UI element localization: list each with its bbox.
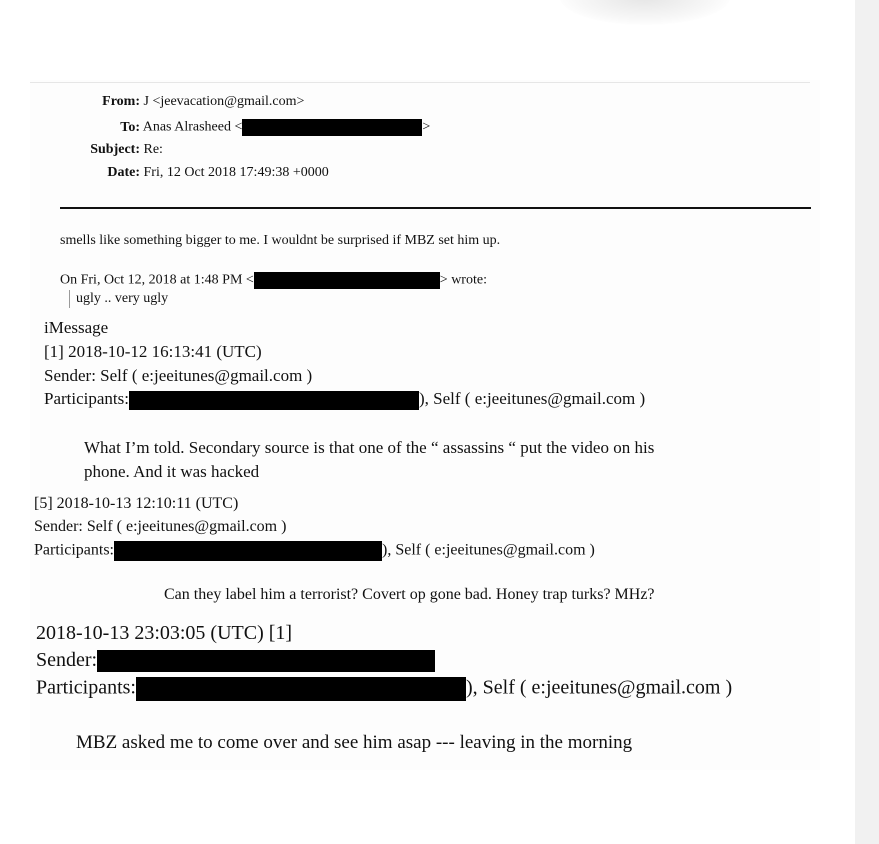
imessage-3-sender xyxy=(36,650,435,672)
reply-prefix: On Fri, Oct 12, 2018 at 1:48 PM < xyxy=(60,272,254,288)
sender-label: Sender: xyxy=(36,649,98,671)
imessage-3-text: MBZ asked me to come over and see him asap --- leaving in the morning xyxy=(76,732,633,753)
redaction-block xyxy=(97,650,435,672)
subject-value: Re: xyxy=(143,142,163,157)
imessage-2-participants xyxy=(34,541,595,561)
imessage-1-participants xyxy=(44,390,645,410)
imessage-2-sender: Sender: Self ( e:jeeitunes@gmail.com ) xyxy=(34,518,287,535)
from-value: J <jeevacation@gmail.com> xyxy=(143,94,305,109)
participants-suffix: ), Self ( e:jeeitunes@gmail.com ) xyxy=(418,389,646,408)
to-value-suffix: > xyxy=(422,119,431,135)
redaction-block xyxy=(242,119,422,136)
imessage-1-text-line2: phone. And it was hacked xyxy=(84,462,260,481)
imessage-3-participants xyxy=(36,677,732,701)
date-value: Fri, 12 Oct 2018 17:49:38 +0000 xyxy=(143,165,329,180)
right-side-strip xyxy=(855,0,879,844)
imessage-1-meta: [1] 2018-10-12 16:13:41 (UTC) xyxy=(44,342,262,361)
participants-label: Participants: xyxy=(34,541,114,559)
imessage-2-text: Can they label him a terrorist? Covert op gone bad. Honey trap turks? MHz? xyxy=(164,586,655,603)
top-shadow xyxy=(560,0,730,25)
redaction-block xyxy=(254,272,440,289)
participants-label: Participants: xyxy=(36,676,136,699)
quote-bar xyxy=(69,290,70,308)
subject-label: Subject: xyxy=(90,142,140,157)
imessage-1-sender: Sender: Self ( e:jeeitunes@gmail.com ) xyxy=(44,366,313,385)
to-label: To: xyxy=(120,119,140,135)
header-subject xyxy=(60,143,163,157)
redaction-block xyxy=(114,541,382,561)
imessage-3-meta: 2018-10-13 23:03:05 (UTC) [1] xyxy=(36,622,293,644)
date-label: Date: xyxy=(107,165,140,180)
imessage-title: iMessage xyxy=(44,318,109,337)
imessage-2-meta: [5] 2018-10-13 12:10:11 (UTC) xyxy=(34,495,239,512)
participants-suffix: ), Self ( e:jeeitunes@gmail.com ) xyxy=(381,541,595,559)
reply-attribution xyxy=(60,272,487,289)
header-date xyxy=(60,166,329,180)
redaction-block xyxy=(129,391,419,410)
header-to xyxy=(60,119,430,136)
participants-suffix: ), Self ( e:jeeitunes@gmail.com ) xyxy=(465,676,733,699)
to-value-prefix: Anas Alrasheed < xyxy=(142,119,243,135)
header-separator xyxy=(60,207,811,209)
email-message: smells like something bigger to me. I wouldnt be surprised if MBZ set him up. xyxy=(60,233,501,248)
reply-suffix: > wrote: xyxy=(439,272,487,288)
header-from xyxy=(60,95,304,109)
redaction-block xyxy=(136,677,466,701)
quoted-text: ugly .. very ugly xyxy=(76,291,169,306)
imessage-1-text-line1: What I’m told. Secondary source is that one of the “ assassins “ put the video on his xyxy=(84,438,655,457)
participants-label: Participants: xyxy=(44,389,129,408)
document-top-edge xyxy=(30,82,810,83)
from-label: From: xyxy=(102,94,140,109)
